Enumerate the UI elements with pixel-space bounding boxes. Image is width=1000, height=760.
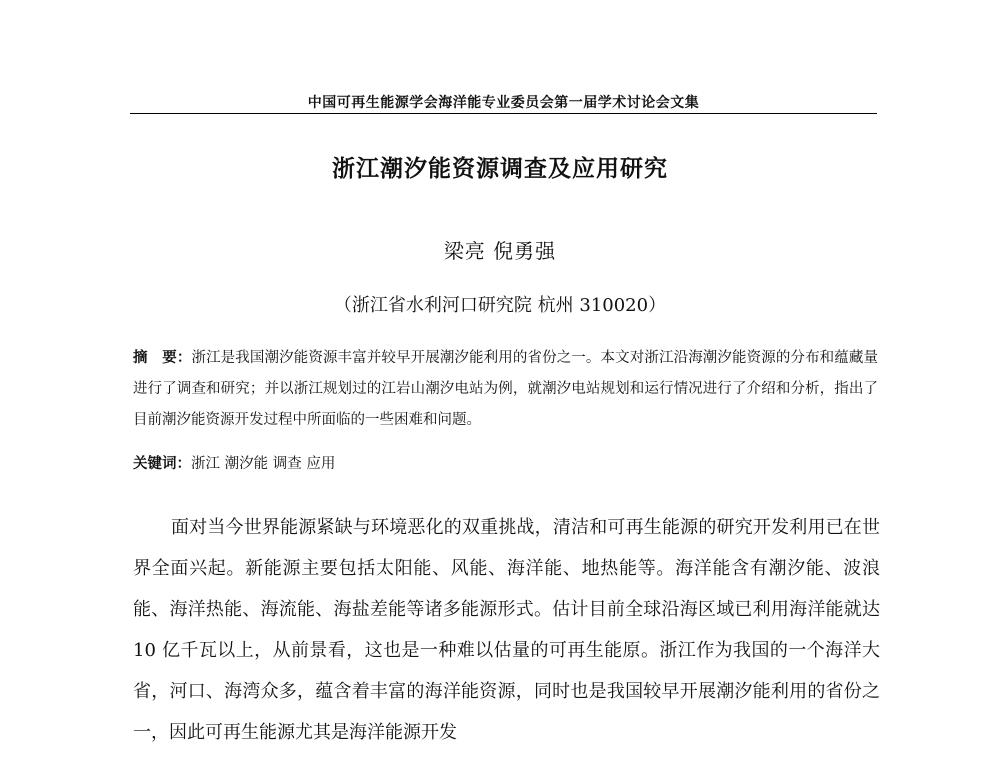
affiliation: （浙江省水利河口研究院 杭州 310020） <box>333 295 667 316</box>
abstract-label: 摘 要： <box>133 350 192 366</box>
authors: 梁亮 倪勇强 <box>443 239 557 263</box>
paper-title: 浙江潮汐能资源调查及应用研究 <box>332 156 668 182</box>
header-rule <box>130 113 877 114</box>
keywords-text: 浙江 潮汐能 调查 应用 <box>191 456 336 472</box>
keywords <box>133 452 878 476</box>
abstract-text: 浙江是我国潮汐能资源丰富并较早开展潮汐能利用的省份之一。本文对浙江沿海潮汐能资源的分布和蕴藏量进行了调查和研究；并以浙江规划过的江岩山潮汐电站为例，就潮汐电站规划和运行情况进行了介绍和分析，指出了目前潮汐能资源开发过程中所面临的一些困难和问题。 <box>133 350 879 428</box>
running-header: 中国可再生能源学会海洋能专业委员会第一届学术讨论会文集 <box>307 95 700 111</box>
keywords-label: 关键词： <box>133 456 191 472</box>
abstract <box>133 343 878 436</box>
body-paragraph: 面对当今世界能源紧缺与环境恶化的双重挑战，清洁和可再生能源的研究开发利用已在世界全面兴起。新能源主要包括太阳能、风能、海洋能、地热能等。海洋能含有潮汐能、波浪能、海洋热能、海流能、海盐差能等诸多能源形式。估计目前全球沿海区域已利用海洋能就达 10 亿千瓦以上，从前景看，这也是一种难以估量的可再生能原。浙江作为我国的一个海洋大省，河口、海湾众多，蕴含着丰富的海洋能资源，同时也是我国较早开展潮汐能利用的省份之一，因此可再生能源尤其是海洋能源开发 <box>133 517 880 743</box>
